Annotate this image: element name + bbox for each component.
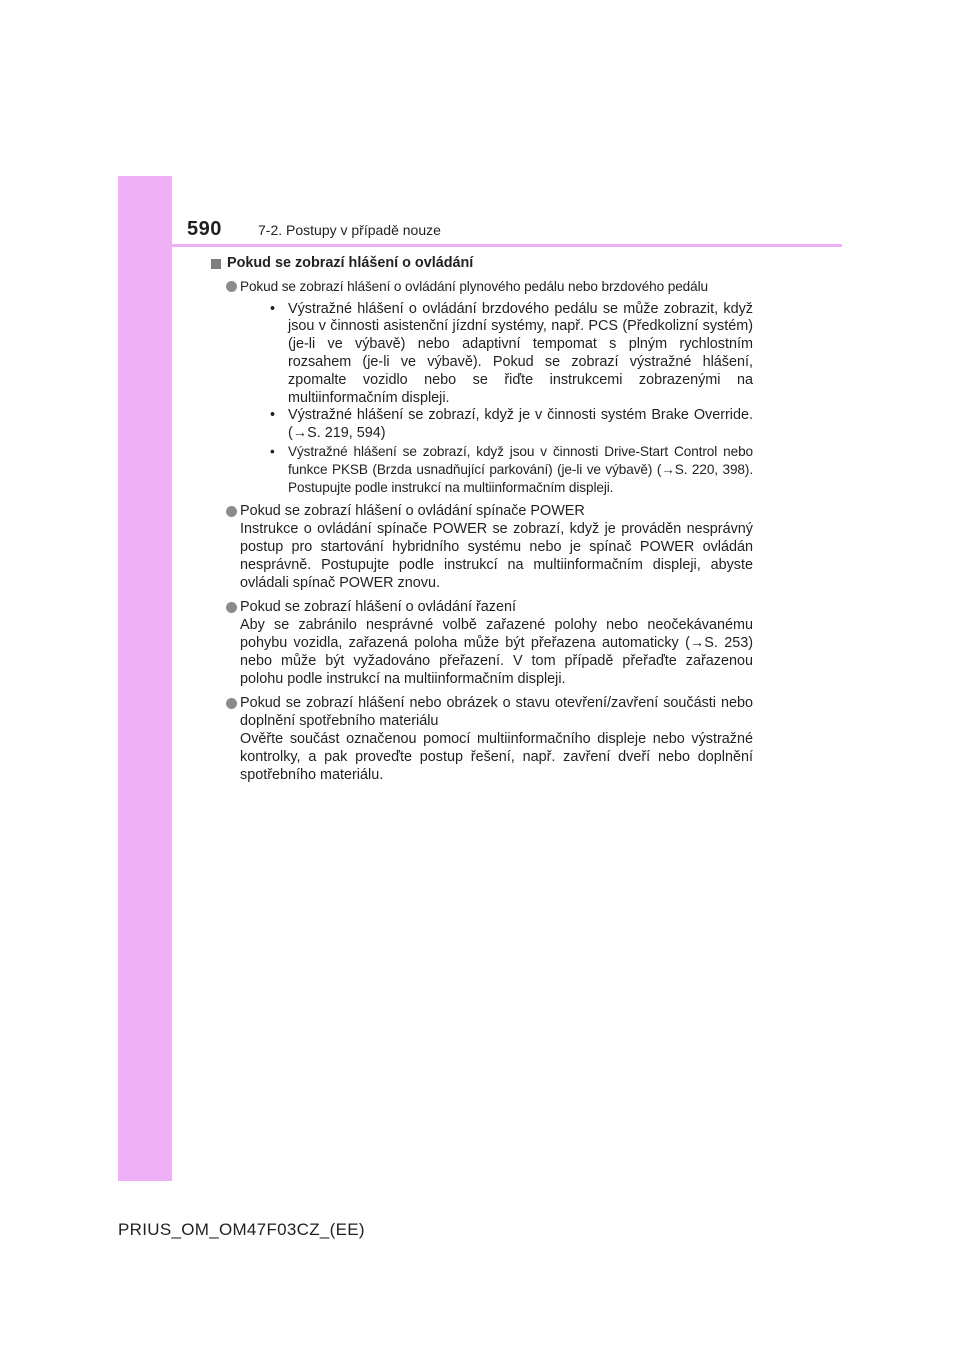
page-number: 590 [187, 218, 222, 240]
section-heading [208, 255, 753, 273]
sub-item-text: Výstražné hlášení o ovládání brzdového pedálu se může zobrazit, když jsou v činnosti asistenční jízdní systémy, např. PCS (Předkolizní systém) (je-li ve výbavě) nebo adaptivní tempomat s plným rychlostním rozsahem (je-li ve výbavě). Pokud se zobrazí výstražné hlášení, zpomalte vozidlo nebo se řiďte instrukcemi zobrazenými na multiinformačním displeji. [288, 300, 753, 406]
item-body: Aby se zabránilo nesprávné volbě zařazené polohy nebo neočekávanému pohybu vozidla, zařazená poloha může být přeřazena automaticky (→S. 253) nebo může být vyžadováno přeřazení. V tom případě přeřaďte zařazenou polohu podle instrukcí na multiinformačním displeji. [240, 617, 753, 687]
item-title: Pokud se zobrazí hlášení nebo obrázek o stavu otevření/zavření součásti nebo doplnění spotřebního materiálu [240, 695, 753, 730]
main-content [208, 255, 753, 791]
square-bullet-icon [211, 259, 221, 269]
sub-list-item [240, 407, 753, 443]
item-body: Instrukce o ovládání spínače POWER se zobrazí, když je prováděn nesprávný postup pro startování hybridního systému nebo je spínač POWER ovládán nesprávně. Postupujte podle instrukcí na multiinformačním displeji, abyste ovládali spínač POWER znovu. [240, 521, 753, 591]
sub-list [240, 301, 753, 497]
circle-bullet-icon [226, 506, 237, 517]
sub-list-item [240, 301, 753, 408]
item-title: Pokud se zobrazí hlášení o ovládání řazení [240, 599, 516, 616]
chapter-sidebar-tab [118, 176, 172, 1181]
dot-bullet-icon: • [270, 407, 276, 424]
list-item [208, 695, 753, 784]
header-divider [172, 244, 842, 247]
sub-item-text: Výstražné hlášení se zobrazí, když je v činnosti systém Brake Override. (→S. 219, 594) [288, 407, 753, 442]
circle-bullet-icon [226, 602, 237, 613]
circle-bullet-icon [226, 281, 237, 292]
circle-bullet-icon [226, 698, 237, 709]
list-item [208, 278, 753, 497]
dot-bullet-icon: • [270, 300, 276, 317]
section-title: 7-2. Postupy v případě nouze [258, 222, 441, 238]
item-title: Pokud se zobrazí hlášení o ovládání plynového pedálu nebo brzdového pedálu [240, 278, 708, 294]
list-item [208, 599, 753, 688]
sub-item-text: Výstražné hlášení se zobrazí, když jsou v činnosti Drive-Start Control nebo funkce PKSB (Brzda usnadňující parkování) (je-li ve výbavě) (→S. 220, 398). Postupujte podle instrukcí na multiinformačním displeji. [288, 443, 753, 495]
heading-text: Pokud se zobrazí hlášení o ovládání [227, 255, 474, 271]
item-title: Pokud se zobrazí hlášení o ovládání spínače POWER [240, 503, 585, 520]
document-code: PRIUS_OM_OM47F03CZ_(EE) [118, 1220, 365, 1239]
sub-list-item [240, 443, 753, 496]
dot-bullet-icon: • [270, 443, 275, 459]
item-body: Ověřte součást označenou pomocí multiinformačního displeje nebo výstražné kontrolky, a pak proveďte postup řešení, např. zavření dveří nebo doplnění spotřebního materiálu. [240, 730, 753, 783]
list-item [208, 503, 753, 592]
